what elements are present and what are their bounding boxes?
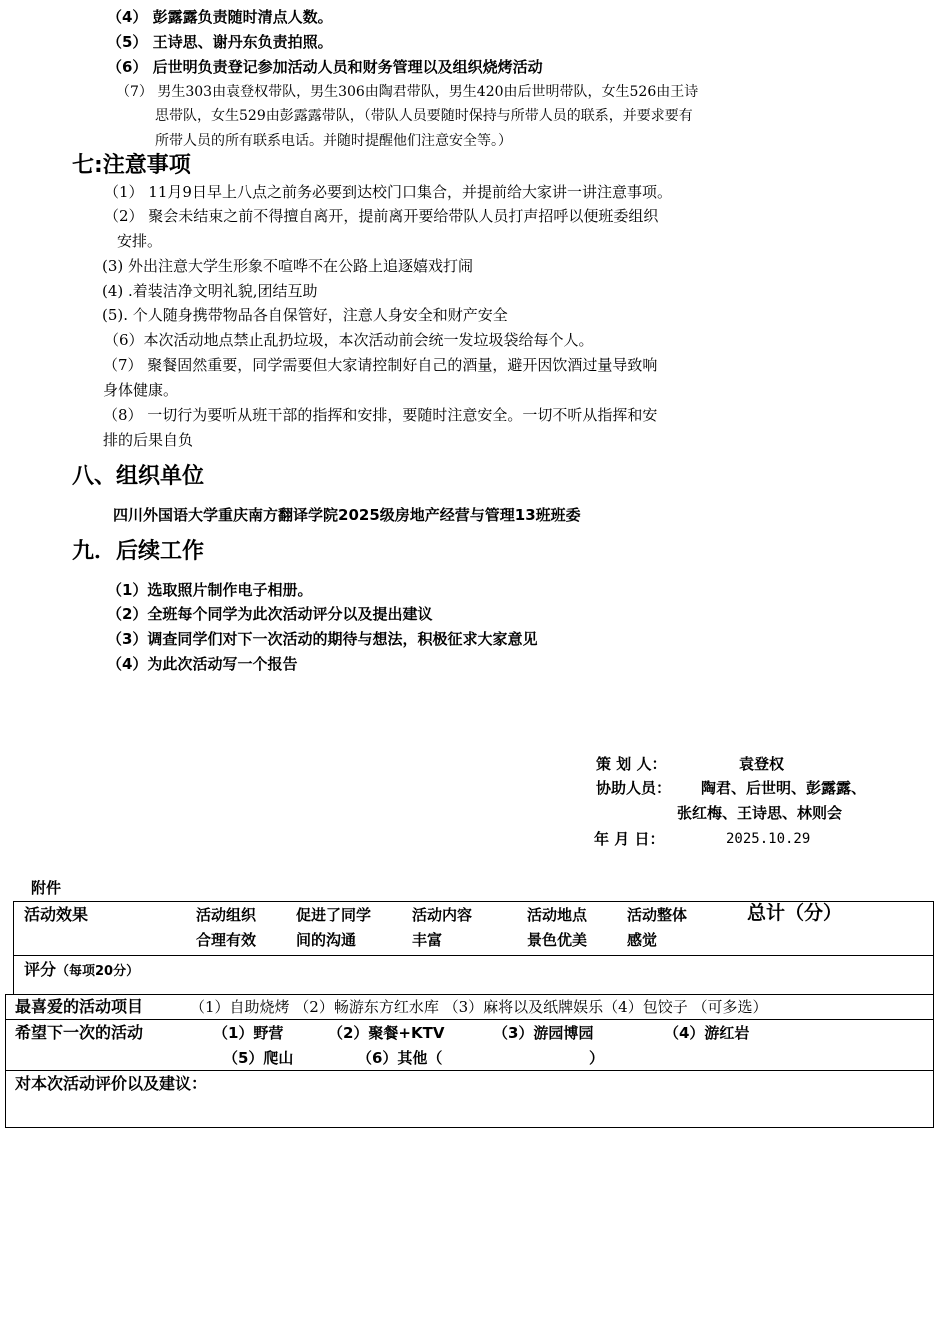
notice-item-8-cont: 排的后果自负	[103, 431, 194, 449]
favorite-options[interactable]: （1）自助烧烤 （2）畅游东方红水库 （3）麻将以及纸牌娱乐（4）包饺子 （可多选）	[190, 998, 768, 1016]
criterion-1-line1: 活动组织	[196, 906, 257, 924]
followup-item-2: （2）全班每个同学为此次活动评分以及提出建议	[107, 605, 433, 623]
task-item-4: （4） 彭露露负责随时清点人数。	[107, 8, 333, 26]
date-value: 2025.10.29	[726, 831, 811, 847]
next-option-2[interactable]: （2）聚餐+KTV	[328, 1024, 445, 1042]
effect-label: 活动效果	[24, 905, 89, 924]
next-option-4[interactable]: （4）游红岩	[664, 1024, 750, 1042]
notice-item-7: （7） 聚餐固然重要，同学需要但大家请控制好自己的酒量，避开因饮酒过量导致响	[103, 356, 658, 374]
score-note: （每项20分）	[56, 964, 140, 979]
appendix-label: 附件	[31, 879, 62, 897]
notice-item-7-cont: 身体健康。	[103, 381, 179, 399]
criterion-4-line2: 景色优美	[527, 931, 588, 949]
criterion-5-line1: 活动整体	[627, 906, 688, 924]
notice-item-5: (5). 个人随身携带物品各自保管好，注意人身安全和财产安全	[102, 306, 508, 324]
total-score-label: 总计（分）	[747, 902, 843, 924]
task-item-7-line2: 思带队，女生529由彭露露带队，（带队人员要随时保持与所带人员的联系，并要求要有	[155, 108, 693, 124]
next-option-1[interactable]: （1）野营	[213, 1024, 284, 1042]
followup-item-4: （4）为此次活动写一个报告	[107, 655, 298, 673]
task-item-6: （6） 后世明负责登记参加活动人员和财务管理以及组织烧烤活动	[107, 58, 543, 76]
planner-name: 袁登权	[739, 755, 785, 773]
next-option-6-close: ）	[589, 1049, 605, 1067]
notice-item-2: （2） 聚会未结束之前不得擅自离开，提前离开要给带队人员打声招呼以便班委组织	[104, 207, 659, 225]
score-row[interactable]	[13, 955, 934, 995]
task-item-5: （5） 王诗思、谢丹东负责拍照。	[107, 33, 333, 51]
notice-item-1: （1） 11月9日早上八点之前务必要到达校门口集合，并提前给大家讲一讲注意事项。	[104, 183, 672, 201]
notice-item-4: (4) .着装洁净文明礼貌,团结互助	[102, 282, 318, 300]
criterion-4-line1: 活动地点	[527, 906, 588, 924]
score-label-text: 评分	[24, 960, 57, 979]
followup-item-1: （1）选取照片制作电子相册。	[107, 581, 313, 599]
section-9-heading: 九．后续工作	[72, 539, 205, 564]
section-7-heading: 七:注意事项	[72, 153, 191, 178]
criterion-2-line1: 促进了同学	[296, 906, 372, 924]
planner-label: 策 划 人：	[596, 755, 667, 773]
helpers-label: 协助人员：	[596, 779, 672, 797]
helpers-line-2: 张红梅、王诗思、林则会	[677, 804, 843, 822]
date-label: 年 月 日：	[594, 830, 665, 848]
next-option-6[interactable]: （6）其他（	[357, 1049, 443, 1067]
criterion-2-line2: 间的沟通	[296, 931, 357, 949]
notice-item-3: (3) 外出注意大学生形象不喧哗不在公路上追逐嬉戏打闹	[102, 257, 474, 275]
notice-item-2-cont: 安排。	[117, 232, 163, 250]
score-label	[24, 959, 139, 983]
next-activity-label: 希望下一次的活动	[15, 1023, 144, 1042]
task-item-7-line1: （7） 男生303由袁登权带队，男生306由陶君带队，男生420由后世明带队，女生526由王诗	[116, 84, 699, 100]
helpers-line-1: 陶君、后世明、彭露露、	[701, 779, 867, 797]
task-item-7-line3: 所带人员的所有联系电话。并随时提醒他们注意安全等。）	[155, 133, 512, 149]
notice-item-8: （8） 一切行为要听从班干部的指挥和安排，要随时注意安全。一切不听从指挥和安	[103, 406, 658, 424]
next-option-5[interactable]: （5）爬山	[223, 1049, 294, 1067]
criterion-3-line2: 丰富	[412, 931, 443, 949]
next-activity-row[interactable]	[5, 1019, 934, 1071]
feedback-label: 对本次活动评价以及建议：	[15, 1074, 208, 1093]
section-8-heading: 八、组织单位	[72, 464, 205, 489]
criterion-3-line1: 活动内容	[412, 906, 473, 924]
next-option-3[interactable]: （3）游园博园	[493, 1024, 594, 1042]
organizer-name: 四川外国语大学重庆南方翻译学院2025级房地产经营与管理13班班委	[113, 506, 581, 524]
criterion-1-line2: 合理有效	[196, 931, 257, 949]
criterion-5-line2: 感觉	[627, 931, 658, 949]
notice-item-6: （6）本次活动地点禁止乱扔垃圾，本次活动前会统一发垃圾袋给每个人。	[104, 331, 594, 349]
followup-item-3: （3）调查同学们对下一次活动的期待与想法，积极征求大家意见	[107, 630, 538, 648]
favorite-label: 最喜爱的活动项目	[15, 997, 144, 1016]
